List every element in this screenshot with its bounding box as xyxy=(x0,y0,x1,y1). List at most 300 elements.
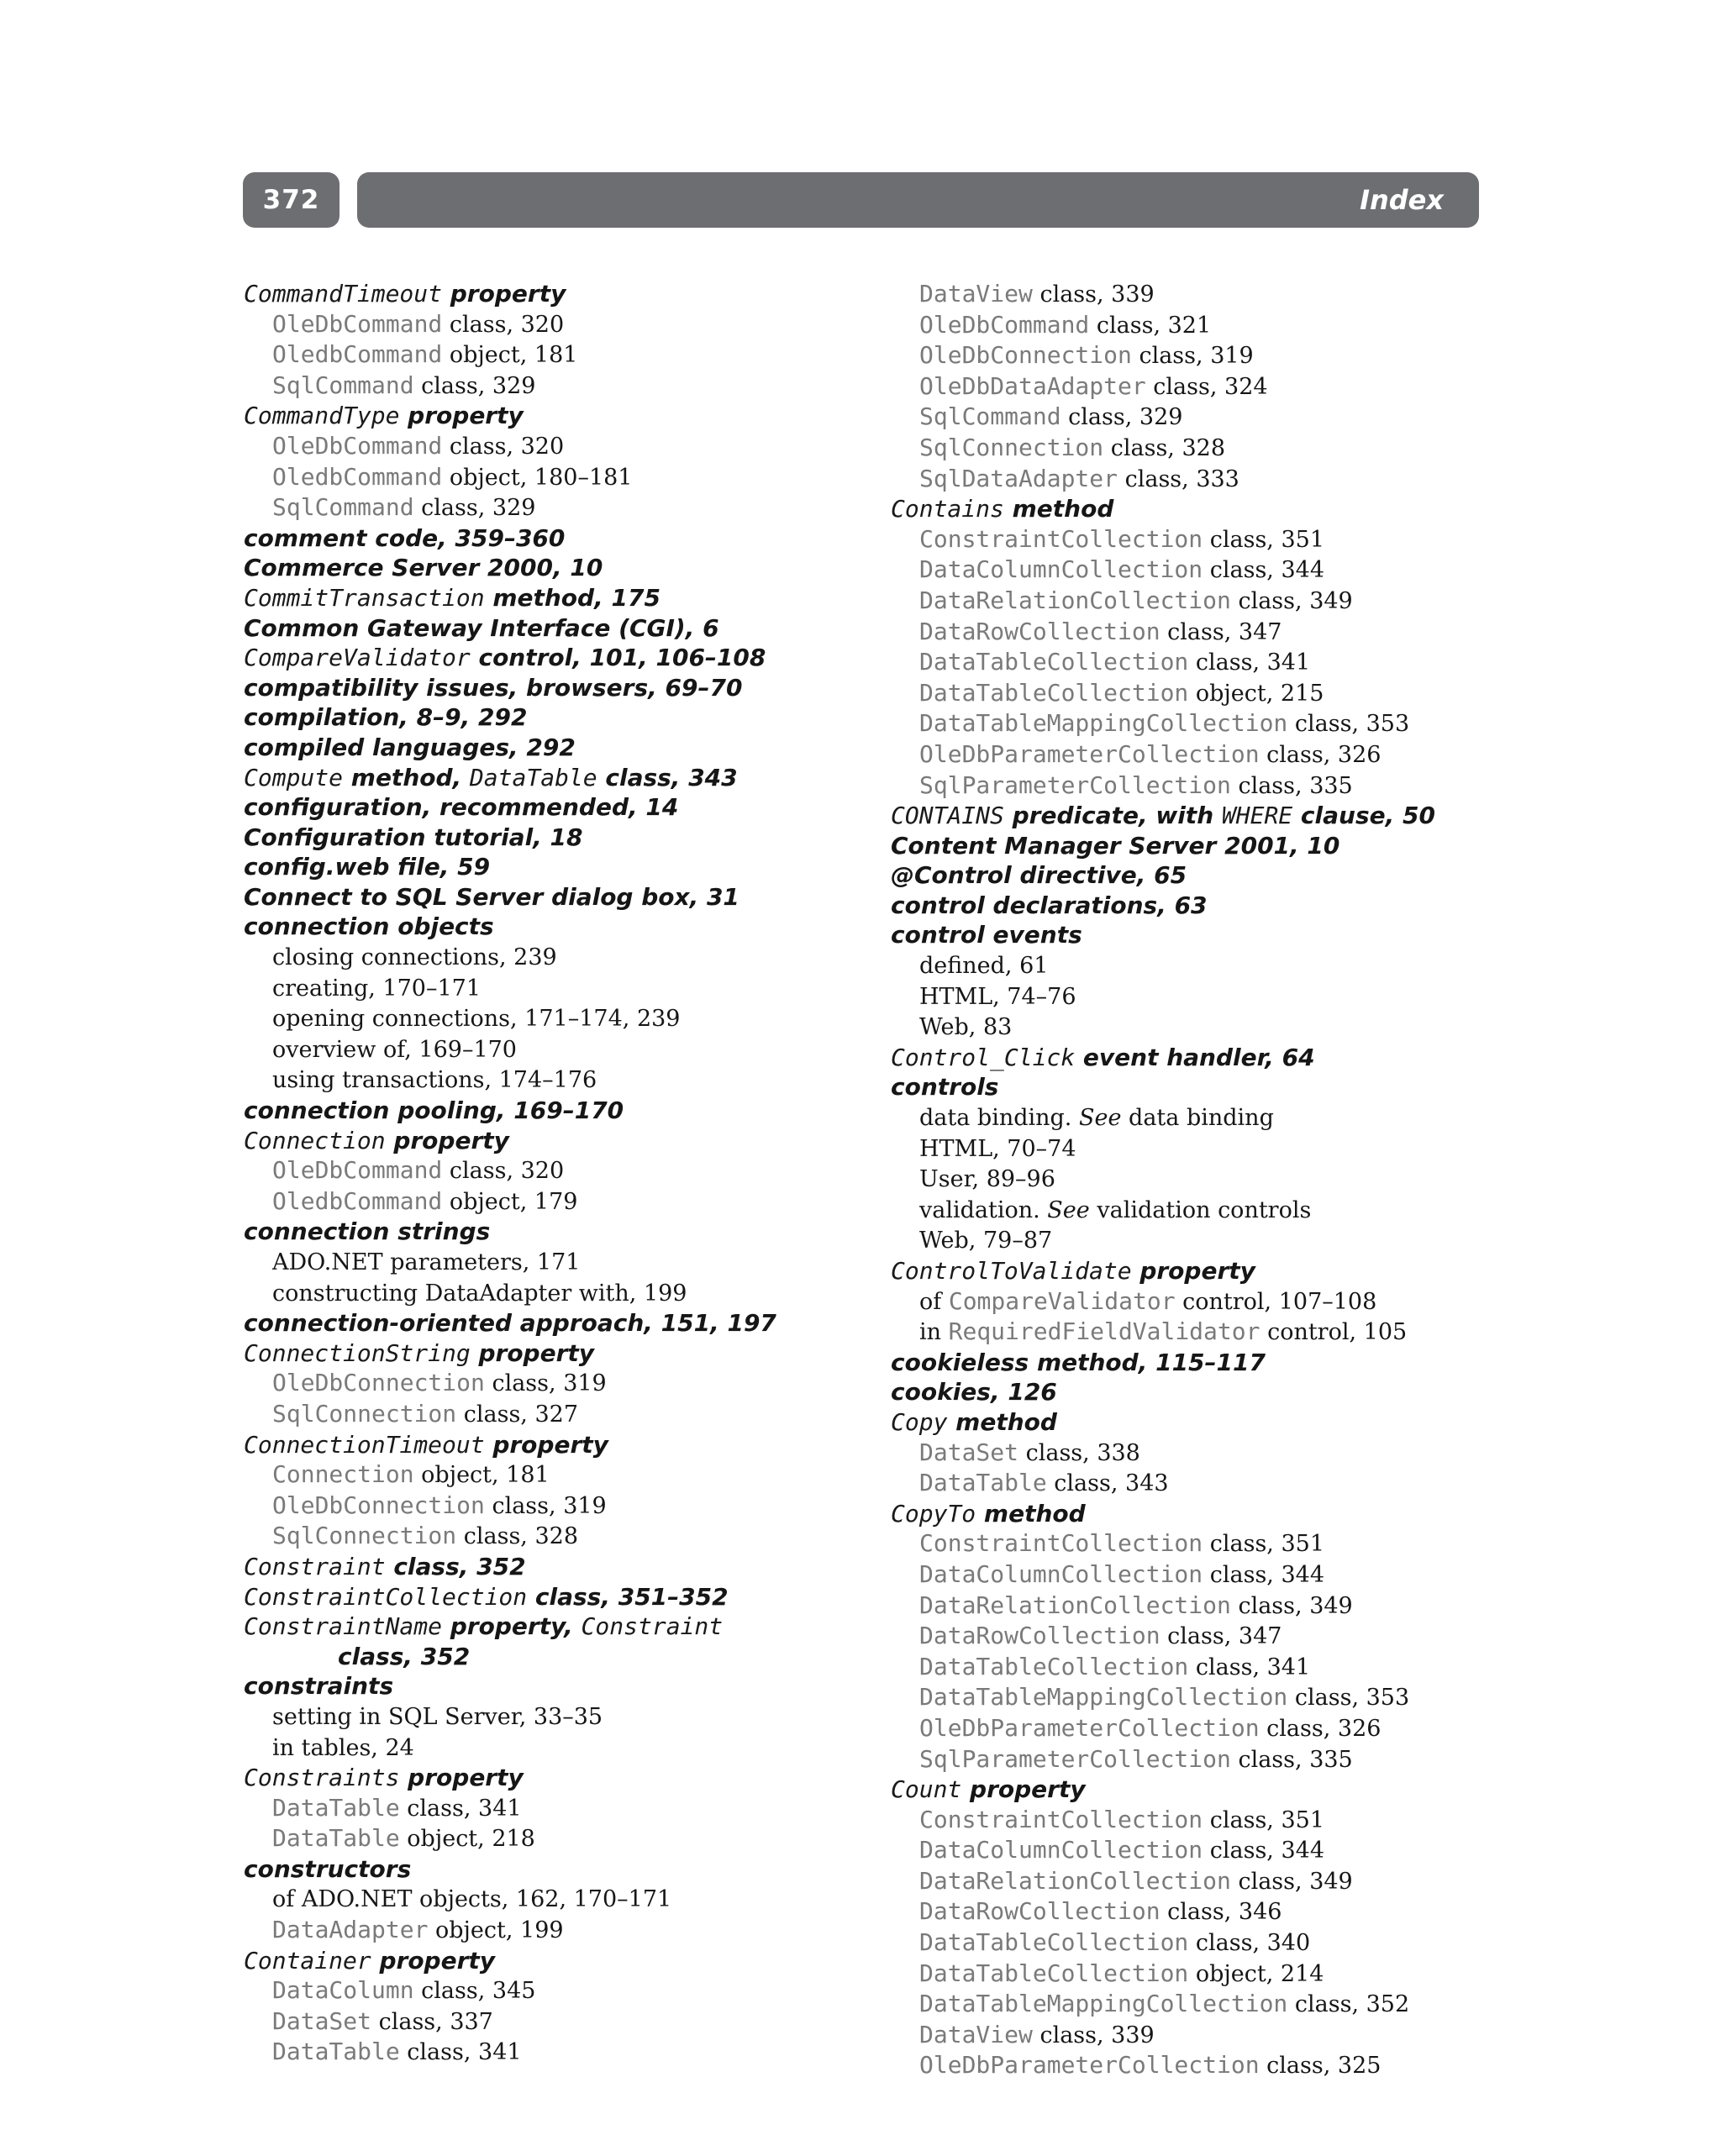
index-subentry xyxy=(891,1959,1496,1990)
index-subentry xyxy=(891,708,1496,739)
code-term: ConnectionString xyxy=(244,1338,471,1367)
index-subentry xyxy=(891,402,1496,433)
index-subentry xyxy=(244,1521,849,1552)
code-term: SqlConnection xyxy=(272,1399,457,1428)
entry-text: control events xyxy=(891,921,1082,949)
entry-text: class, 353 xyxy=(1287,711,1410,738)
code-term: RequiredFieldValidator xyxy=(948,1317,1260,1346)
index-subentry xyxy=(244,1701,849,1733)
entry-text: method, 175 xyxy=(484,583,661,612)
index-subentry xyxy=(891,1866,1496,1897)
code-term: Compute xyxy=(244,763,344,791)
index-subentry xyxy=(891,1591,1496,1622)
index-subentry xyxy=(244,1733,849,1764)
code-term: Count xyxy=(891,1775,962,1804)
code-term: OleDbParameterCollection xyxy=(919,2051,1260,2080)
entry-text: object, 179 xyxy=(442,1188,578,1215)
code-term: DataColumnCollection xyxy=(919,555,1203,584)
code-term: DataRowCollection xyxy=(919,617,1160,645)
index-column-right xyxy=(891,279,1496,2081)
index-subentry xyxy=(891,1927,1496,1959)
code-term: OleDbConnection xyxy=(272,1491,485,1519)
entry-text: class, 344 xyxy=(1203,1561,1325,1588)
index-entry xyxy=(891,1377,1496,1407)
entry-text: clause, 50 xyxy=(1292,802,1435,830)
entry-text: class, 337 xyxy=(371,2008,493,2035)
index-entry xyxy=(244,733,849,763)
index-subentry xyxy=(891,464,1496,495)
entry-text: opening connections, 171–174, 239 xyxy=(272,1006,681,1033)
code-term: ControlToValidate xyxy=(891,1257,1132,1285)
code-term: Control_Click xyxy=(891,1043,1076,1071)
code-term: DataTableMappingCollection xyxy=(919,1990,1288,2018)
page-number: 372 xyxy=(243,172,339,228)
index-entry xyxy=(244,643,849,673)
entry-text: object, 214 xyxy=(1188,1960,1324,1987)
index-subentry xyxy=(244,1975,849,2006)
entry-text: class, 352 xyxy=(338,1642,471,1670)
entry-text: data binding xyxy=(1121,1105,1274,1132)
code-term: DataRelationCollection xyxy=(919,1866,1231,1895)
running-header xyxy=(357,172,1479,228)
index-subentry xyxy=(244,1642,849,1672)
index-subentry xyxy=(244,492,849,523)
code-term: OleDbCommand xyxy=(919,310,1090,339)
code-term: CommandTimeout xyxy=(244,280,443,308)
index-entry xyxy=(244,1854,849,1885)
entry-text: property xyxy=(399,402,524,430)
index-subentry xyxy=(891,1621,1496,1652)
index-entry xyxy=(891,860,1496,891)
code-term: DataColumn xyxy=(272,1976,414,2005)
code-term: OleDbParameterCollection xyxy=(919,1713,1260,1742)
index-subentry xyxy=(244,371,849,402)
index-entry xyxy=(891,1043,1496,1073)
index-entry xyxy=(244,1946,849,1976)
section-title: Index xyxy=(1360,184,1444,216)
entry-text: class, 352 xyxy=(385,1552,526,1580)
entry-text: method xyxy=(976,1499,1086,1528)
code-term: DataColumnCollection xyxy=(919,1559,1203,1588)
entry-text: of xyxy=(919,1288,949,1315)
entry-text: control, 105 xyxy=(1260,1319,1408,1346)
entry-text: @Control directive, 65 xyxy=(891,861,1187,890)
entry-text: class, 335 xyxy=(1230,1746,1353,1773)
entry-text: class, 320 xyxy=(442,311,565,338)
code-term: Connection xyxy=(272,1460,414,1489)
code-term: Constraints xyxy=(244,1764,400,1792)
code-term: CommitTransaction xyxy=(244,583,485,612)
entry-text: class, 339 xyxy=(1032,2022,1155,2048)
entry-text: class, 347 xyxy=(1160,618,1282,645)
entry-text: property, xyxy=(442,1612,582,1641)
index-subentry xyxy=(244,1155,849,1186)
entry-text: constructors xyxy=(244,1854,412,1883)
index-subentry xyxy=(891,586,1496,617)
code-term: DataTableCollection xyxy=(919,678,1189,707)
entry-text: class, 352 xyxy=(1287,1991,1410,2018)
entry-text: connection strings xyxy=(244,1217,491,1246)
entry-text: class, 353 xyxy=(1287,1685,1410,1712)
index-subentry xyxy=(891,1317,1496,1348)
index-entry xyxy=(891,891,1496,921)
entry-text: event handler, 64 xyxy=(1075,1043,1315,1071)
index-subentry xyxy=(244,2006,849,2038)
index-subentry xyxy=(891,1468,1496,1499)
entry-text: class, 326 xyxy=(1259,1715,1382,1742)
index-subentry xyxy=(244,1793,849,1824)
code-term: Connection xyxy=(244,1126,386,1154)
entry-text: Web, 83 xyxy=(919,1014,1013,1041)
index-entry xyxy=(891,1775,1496,1805)
index-subentry xyxy=(244,1915,849,1946)
entry-text: class, 329 xyxy=(413,372,536,399)
entry-text: class, 329 xyxy=(1060,404,1183,431)
entry-text: property xyxy=(484,1430,608,1459)
index-subentry xyxy=(244,942,849,973)
entry-text: property xyxy=(470,1338,595,1367)
index-entry xyxy=(244,1763,849,1793)
index-subentry xyxy=(891,1195,1496,1226)
code-term: DataAdapter xyxy=(272,1916,429,1944)
entry-text: object, 180–181 xyxy=(442,464,633,491)
entry-text: class, 346 xyxy=(1160,1899,1282,1926)
code-term: DataTableMappingCollection xyxy=(919,1683,1288,1712)
index-entry xyxy=(244,553,849,583)
entry-text: cookieless method, 115–117 xyxy=(891,1348,1266,1376)
entry-text: Web, 79–87 xyxy=(919,1228,1053,1254)
entry-text: class, 333 xyxy=(1118,465,1239,492)
index-subentry xyxy=(891,950,1496,981)
entry-text: HTML, 70–74 xyxy=(919,1135,1076,1162)
entry-text: class, 341 xyxy=(1188,649,1311,676)
index-subentry xyxy=(891,1164,1496,1195)
index-subentry xyxy=(891,617,1496,648)
code-term: Contains xyxy=(891,495,1004,523)
index-subentry xyxy=(891,433,1496,464)
entry-text: using transactions, 174–176 xyxy=(272,1067,597,1094)
code-term: DataSet xyxy=(919,1438,1019,1466)
index-subentry xyxy=(891,739,1496,770)
index-entry xyxy=(244,702,849,733)
index-entry xyxy=(891,1407,1496,1438)
code-term: OledbCommand xyxy=(272,462,443,491)
entry-text: in xyxy=(919,1319,949,1346)
code-term: OleDbConnection xyxy=(272,1369,485,1397)
index-subentry xyxy=(891,555,1496,586)
index-subentry xyxy=(891,1835,1496,1866)
index-subentry xyxy=(891,1744,1496,1775)
entry-text: class, 344 xyxy=(1203,557,1325,584)
index-entry xyxy=(244,1338,849,1369)
index-subentry xyxy=(891,340,1496,371)
entry-text: in tables, 24 xyxy=(272,1734,414,1761)
code-term: OleDbConnection xyxy=(919,341,1132,370)
entry-text: validation controls xyxy=(1089,1196,1312,1223)
code-term: SqlParameterCollection xyxy=(919,770,1231,799)
entry-text: class, 351 xyxy=(1203,1806,1325,1833)
index-subentry xyxy=(244,431,849,462)
entry-text: compiled languages, 292 xyxy=(244,733,576,761)
index-entry xyxy=(244,673,849,703)
entry-text: HTML, 74–76 xyxy=(919,983,1076,1010)
index-subentry xyxy=(891,1713,1496,1744)
code-term: SqlCommand xyxy=(272,371,414,399)
code-term: DataRelationCollection xyxy=(919,586,1231,614)
code-term: DataTable xyxy=(272,1793,400,1822)
code-term: DataSet xyxy=(272,2006,372,2035)
index-subentry xyxy=(244,1003,849,1034)
index-subentry xyxy=(891,1133,1496,1165)
entry-text: object, 215 xyxy=(1188,680,1324,707)
index-subentry xyxy=(244,1278,849,1309)
entry-text: class, 327 xyxy=(456,1401,579,1428)
entry-text: validation. xyxy=(919,1196,1048,1223)
code-term: SqlCommand xyxy=(919,402,1061,431)
entry-text: predicate, with xyxy=(1003,802,1222,830)
code-term: Constraint xyxy=(581,1612,724,1641)
entry-text: object, 218 xyxy=(399,1826,535,1853)
index-entry xyxy=(891,920,1496,950)
index-subentry xyxy=(244,1399,849,1430)
code-term: OledbCommand xyxy=(272,1186,443,1215)
entry-text: property xyxy=(385,1126,509,1154)
entry-text: class, 349 xyxy=(1230,1592,1353,1619)
code-term: DataTable xyxy=(469,763,597,791)
index-subentry xyxy=(891,1225,1496,1256)
index-subentry xyxy=(891,1012,1496,1043)
index-subentry xyxy=(891,279,1496,310)
code-term: OleDbCommand xyxy=(272,431,443,460)
entry-text: overview of, 169–170 xyxy=(272,1036,517,1063)
entry-text: class, 347 xyxy=(1160,1623,1282,1650)
code-term: ConstraintCollection xyxy=(919,524,1203,553)
entry-text: config.web file, 59 xyxy=(244,853,491,881)
entry-text: Configuration tutorial, 18 xyxy=(244,823,583,851)
index-subentry xyxy=(891,1989,1496,2020)
entry-text: class, 341 xyxy=(399,1795,522,1822)
code-term: ConstraintCollection xyxy=(919,1805,1203,1833)
index-entry xyxy=(244,583,849,613)
index-entry xyxy=(244,1096,849,1126)
index-subentry xyxy=(891,1528,1496,1559)
entry-text: class, 326 xyxy=(1259,741,1382,768)
index-subentry xyxy=(891,1559,1496,1591)
entry-text: defined, 61 xyxy=(919,953,1049,980)
entry-text: object, 199 xyxy=(428,1917,564,1944)
entry-text: class, 338 xyxy=(1018,1439,1140,1466)
index-entry xyxy=(244,1582,849,1612)
entry-text: class, 349 xyxy=(1230,1868,1353,1895)
entry-text: method xyxy=(1003,495,1114,523)
index-entry xyxy=(244,1671,849,1701)
index-subentry xyxy=(891,770,1496,802)
entry-text: object, 181 xyxy=(413,1462,550,1489)
code-term: OleDbParameterCollection xyxy=(919,739,1260,768)
entry-text: object, 181 xyxy=(442,342,578,369)
entry-text: property xyxy=(399,1764,524,1792)
index-entry xyxy=(891,801,1496,831)
index-subentry xyxy=(891,1652,1496,1683)
entry-text: Content Manager Server 2001, 10 xyxy=(891,831,1340,860)
code-term: OledbCommand xyxy=(272,340,443,369)
index-subentry xyxy=(891,2050,1496,2081)
index-subentry xyxy=(244,1065,849,1096)
code-term: OleDbDataAdapter xyxy=(919,371,1146,400)
code-term: DataRowCollection xyxy=(919,1897,1160,1926)
entry-text: class, 321 xyxy=(1089,312,1212,339)
code-term: DataView xyxy=(919,280,1033,308)
index-entry xyxy=(244,792,849,823)
index-entry xyxy=(891,831,1496,861)
code-term: WHERE xyxy=(1221,802,1293,830)
code-term: OleDbCommand xyxy=(272,1156,443,1185)
index-entry xyxy=(244,882,849,912)
entry-text: controls xyxy=(891,1073,999,1102)
entry-text: class, 349 xyxy=(1230,587,1353,614)
index-subentry xyxy=(891,1805,1496,1836)
entry-text: ADO.NET parameters, 171 xyxy=(272,1249,581,1275)
code-term: DataTable xyxy=(272,2038,400,2066)
entry-text: Commerce Server 2000, 10 xyxy=(244,554,603,582)
entry-text: cookies, 126 xyxy=(891,1378,1057,1407)
code-term: CompareValidator xyxy=(244,644,471,672)
index-entry xyxy=(244,1552,849,1582)
code-term: ConstraintName xyxy=(244,1612,443,1641)
index-column-left xyxy=(244,279,849,2068)
entry-text: class, 324 xyxy=(1145,373,1268,400)
code-term: DataTableCollection xyxy=(919,1652,1189,1680)
entry-text: connection pooling, 169–170 xyxy=(244,1096,624,1125)
entry-text: compatibility issues, browsers, 69–70 xyxy=(244,673,743,702)
entry-text: class, 328 xyxy=(1103,434,1226,461)
code-term: DataTableCollection xyxy=(919,648,1189,676)
index-entry xyxy=(244,1308,849,1338)
index-entry xyxy=(244,852,849,882)
entry-text: class, 320 xyxy=(442,433,565,460)
code-term: DataColumnCollection xyxy=(919,1836,1203,1864)
entry-text: class, 328 xyxy=(456,1523,579,1550)
index-subentry xyxy=(244,1884,849,1915)
index-subentry xyxy=(891,1286,1496,1317)
index-subentry xyxy=(891,647,1496,678)
entry-text: class, 319 xyxy=(484,1370,607,1397)
index-subentry xyxy=(891,1438,1496,1469)
entry-text: property xyxy=(1131,1257,1255,1285)
index-subentry xyxy=(244,973,849,1004)
index-subentry xyxy=(244,1247,849,1278)
entry-text: class, 344 xyxy=(1203,1838,1325,1864)
code-term: OleDbCommand xyxy=(272,309,443,338)
entry-text: connection objects xyxy=(244,912,494,941)
entry-text: property xyxy=(442,280,566,308)
index-entry xyxy=(244,401,849,431)
entry-text: constructing DataAdapter with, 199 xyxy=(272,1280,687,1307)
entry-text: class, 343 xyxy=(1046,1470,1169,1497)
index-subentry xyxy=(244,1491,849,1522)
code-term: Copy xyxy=(891,1407,948,1436)
code-term: CommandType xyxy=(244,402,400,430)
code-term: Container xyxy=(244,1946,371,1975)
code-term: DataRelationCollection xyxy=(919,1591,1231,1619)
index-subentry xyxy=(891,371,1496,402)
code-term: CONTAINS xyxy=(891,802,1004,830)
index-entry xyxy=(244,912,849,942)
entry-text: method xyxy=(947,1407,1057,1436)
entry-text: control, 101, 106–108 xyxy=(470,644,766,672)
entry-text: compilation, 8–9, 292 xyxy=(244,703,528,732)
index-entry xyxy=(244,1612,849,1642)
index-subentry xyxy=(891,1896,1496,1927)
code-term: ConstraintCollection xyxy=(244,1582,528,1611)
code-term: DataRowCollection xyxy=(919,1622,1160,1650)
entry-text: class, 320 xyxy=(442,1158,565,1185)
code-term: DataTableCollection xyxy=(919,1928,1189,1957)
entry-text: Connect to SQL Server dialog box, 31 xyxy=(244,882,739,911)
code-term: CopyTo xyxy=(891,1499,976,1528)
index-subentry xyxy=(891,678,1496,709)
entry-text: class, 341 xyxy=(399,2039,522,2066)
entry-text: control declarations, 63 xyxy=(891,891,1208,919)
entry-text: class, 343 xyxy=(597,763,738,791)
entry-text: Common Gateway Interface (CGI), 6 xyxy=(244,613,719,642)
code-term: SqlDataAdapter xyxy=(919,464,1118,492)
entry-text: data binding. xyxy=(919,1105,1079,1132)
index-subentry xyxy=(244,1368,849,1399)
index-subentry xyxy=(891,1682,1496,1713)
entry-text: property xyxy=(371,1946,496,1975)
entry-text: User, 89–96 xyxy=(919,1166,1055,1193)
index-entry xyxy=(891,1348,1496,1378)
code-term: DataTable xyxy=(919,1469,1047,1497)
entry-text: control, 107–108 xyxy=(1175,1288,1377,1315)
entry-text: setting in SQL Server, 33–35 xyxy=(272,1703,603,1730)
index-entry xyxy=(244,279,849,309)
entry-text: comment code, 359–360 xyxy=(244,523,566,552)
entry-text: class, 340 xyxy=(1188,1930,1311,1957)
index-entry xyxy=(244,613,849,644)
code-term: DataTable xyxy=(272,1824,400,1853)
entry-text: class, 345 xyxy=(413,1978,536,2005)
index-entry xyxy=(244,1430,849,1460)
index-entry xyxy=(244,823,849,853)
code-term: SqlCommand xyxy=(272,493,414,522)
index-entry xyxy=(244,763,849,793)
index-subentry xyxy=(244,1823,849,1854)
code-term: CompareValidator xyxy=(948,1286,1176,1315)
code-term: ConstraintCollection xyxy=(919,1529,1203,1558)
entry-text: class, 335 xyxy=(1230,772,1353,799)
entry-text: class, 325 xyxy=(1259,2053,1382,2080)
entry-text: class, 329 xyxy=(413,495,536,522)
code-term: Constraint xyxy=(244,1552,386,1580)
index-subentry xyxy=(244,339,849,371)
entry-text: class, 341 xyxy=(1188,1654,1311,1680)
entry-text: class, 351 xyxy=(1203,526,1325,553)
index-subentry xyxy=(891,524,1496,555)
index-subentry xyxy=(891,1102,1496,1133)
entry-text: class, 351–352 xyxy=(527,1582,729,1611)
entry-text: constraints xyxy=(244,1672,394,1701)
index-entry xyxy=(891,1256,1496,1286)
entry-text: of ADO.NET objects, 162, 170–171 xyxy=(272,1886,672,1913)
entry-text: method, xyxy=(343,763,470,791)
index-subentry xyxy=(244,1034,849,1065)
index-entry xyxy=(244,523,849,554)
index-subentry xyxy=(244,1459,849,1491)
code-term: DataTableCollection xyxy=(919,1959,1189,1987)
index-entry xyxy=(891,1499,1496,1529)
